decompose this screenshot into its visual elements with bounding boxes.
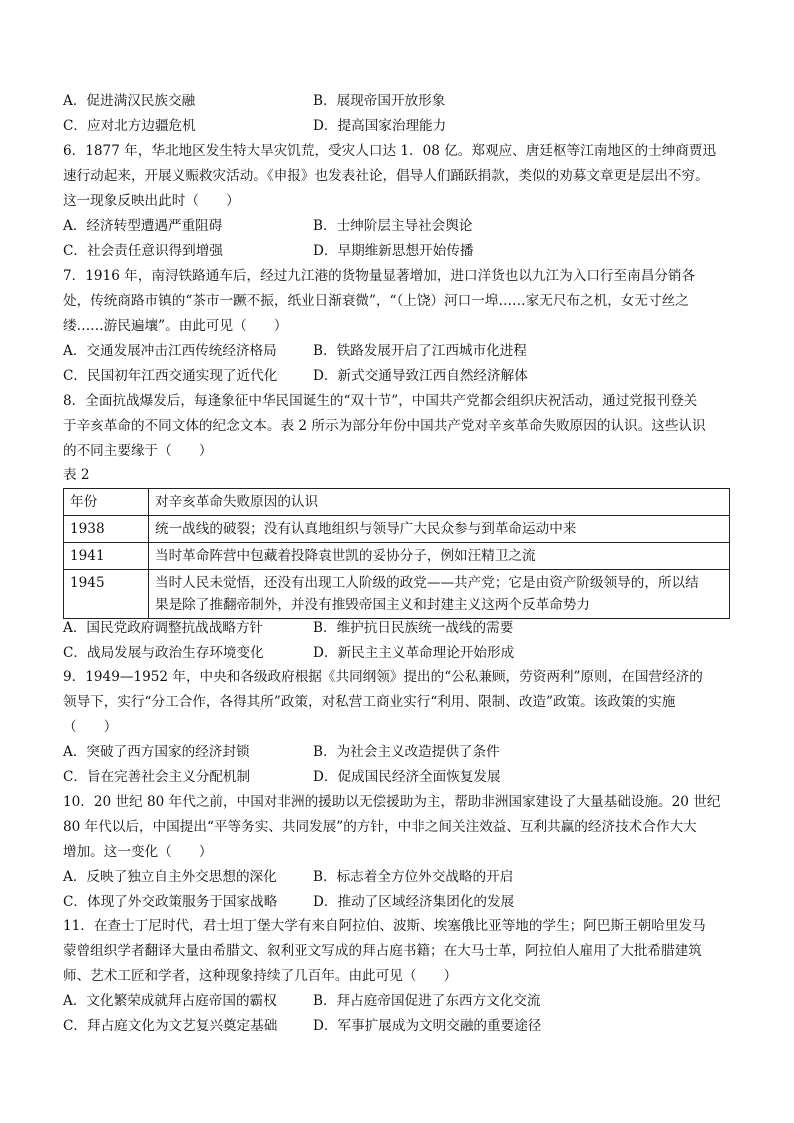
q6-option-a[interactable]: A．经济转型遭遇严重阻碍 <box>63 218 223 234</box>
q11-stem-line-3: 师、艺术工匠和学者，这种现象持续了几百年。由此可见（ ） <box>63 968 458 984</box>
q6-option-d[interactable]: D．早期维新思想开始传播 <box>313 243 474 259</box>
q6-option-c[interactable]: C．社会责任意识得到增强 <box>63 243 223 259</box>
q6-stem-line-3: 这一现象反映出此时（ ） <box>63 193 240 209</box>
q7-option-d[interactable]: D．新式交通导致江西自然经济解体 <box>313 368 528 384</box>
q9-option-a[interactable]: A．突破了西方国家的经济封锁 <box>63 744 250 760</box>
q9-stem-line-3: （ ） <box>63 719 118 735</box>
table-cell-year: 1945 <box>64 570 149 619</box>
q8-option-b[interactable]: B．维护抗日民族统一战线的需要 <box>313 620 514 636</box>
q7-option-b[interactable]: B．铁路发展开启了江西城市化进程 <box>313 343 527 359</box>
q7-stem-line-1: 7．1916 年，南浔铁路通车后，经过九江港的货物量显著增加，进口洋货也以九江为入口行至南昌分销各 <box>63 268 696 284</box>
q11-stem-line-2: 蒙曾组织学者翻译大量由希腊文、叙利亚文写成的拜占庭书籍；在大马士革，阿拉伯人雇用了大批希腊建筑 <box>63 943 702 959</box>
table-cell-reason: 当时革命阵营中包藏着投降袁世凯的妥协分子，例如汪精卫之流 <box>149 543 730 570</box>
q10-stem-line-1: 10．20 世纪 80 年代之前，中国对非洲的援助以无偿援助为主，帮助非洲国家建设了大量基础设施。20 世纪 <box>63 794 721 810</box>
q10-option-b[interactable]: B．标志着全方位外交战略的开启 <box>313 869 514 885</box>
q10-stem-line-2: 80 年代以后，中国提出“平等务实、共同发展”的方针，中非之间关注效益、互利共赢的经济技术合作大大 <box>63 819 697 835</box>
q8-stem-line-2: 于辛亥革命的不同文体的纪念文本。表 2 所示为部分年份中国共产党对辛亥革命失败原因的认识。这些认识 <box>63 418 706 434</box>
q7-stem-line-3: 缕……游民遍壤”。由此可见（ ） <box>63 318 288 334</box>
q11-option-d[interactable]: D．军事扩展成为文明交融的重要途径 <box>313 1018 542 1034</box>
table-header-row <box>64 489 730 516</box>
table-row <box>64 543 730 570</box>
table-row <box>64 570 730 619</box>
table-cell-year: 1941 <box>64 543 149 570</box>
q6-option-b[interactable]: B．士绅阶层主导社会舆论 <box>313 218 473 234</box>
table-cell-reason: 统一战线的破裂；没有认真地组织与领导广大民众参与到革命运动中来 <box>149 516 730 543</box>
table-cell-reason-line-1: 当时人民未觉悟，还没有出现工人阶级的政党——共产党；它是由资产阶级领导的，所以结 <box>155 575 699 591</box>
q10-option-a[interactable]: A．反映了独立自主外交思想的深化 <box>63 869 277 885</box>
table-cell-year: 1938 <box>64 516 149 543</box>
table-cell-reason-line-2: 果是除了推翻帝制外，并没有推毁帝国主义和封建主义这两个反革命势力 <box>155 597 590 613</box>
q9-option-b[interactable]: B．为社会主义改造提供了条件 <box>313 744 500 760</box>
q8-table-caption: 表 2 <box>63 467 90 483</box>
q11-stem-line-1: 11．在查士丁尼时代，君士坦丁堡大学有来自阿拉伯、波斯、埃塞俄比亚等地的学生；阿巴斯王朝哈里发马 <box>63 918 706 934</box>
q9-option-d[interactable]: D．促成国民经济全面恢复发展 <box>313 769 501 785</box>
q11-option-b[interactable]: B．拜占庭帝国促进了东西方文化交流 <box>313 993 541 1009</box>
q9-stem-line-2: 领导下，实行“分工合作，各得其所”政策，对私营工商业实行“利用、限制、改造”政策。该政策的实施 <box>63 694 676 710</box>
q8-stem-line-3: 的不同主要缘于（ ） <box>63 443 213 459</box>
table-header-year: 年份 <box>64 489 149 516</box>
table-cell-reason <box>149 570 730 619</box>
q8-table <box>63 488 730 619</box>
q10-stem-line-3: 增加。这一变化（ ） <box>63 844 213 860</box>
q8-option-a[interactable]: A．国民党政府调整抗战战略方针 <box>63 620 264 636</box>
q7-option-c[interactable]: C．民国初年江西交通实现了近代化 <box>63 368 278 384</box>
q9-stem-line-1: 9．1949—1952 年，中央和各级政府根据《共同纲领》提出的“公私兼顾，劳资两利”原则，在国营经济的 <box>63 669 703 685</box>
q6-stem-line-1: 6．1877 年，华北地区发生特大旱灾饥荒，受灾人口达 1．08 亿。郑观应、唐廷枢等江南地区的士绅商贾迅 <box>63 143 717 159</box>
q5-option-a[interactable]: A．促进满汉民族交融 <box>63 93 196 109</box>
q11-option-c[interactable]: C．拜占庭文化为文艺复兴奠定基础 <box>63 1018 278 1034</box>
q7-option-a[interactable]: A．交通发展冲击江西传统经济格局 <box>63 343 277 359</box>
q8-stem-line-1: 8．全面抗战爆发后，每逢象征中华民国诞生的“双十节”，中国共产党都会组织庆祝活动，通过党报刊登关 <box>63 393 698 409</box>
q5-option-c[interactable]: C．应对北方边疆危机 <box>63 118 196 134</box>
q9-option-c[interactable]: C．旨在完善社会主义分配机制 <box>63 769 251 785</box>
q6-stem-line-2: 速行动起来，开展义赈救灾活动。《申报》也发表社论，倡导人们踊跃捐款，类似的劝募文章更是层出不穷。 <box>63 168 709 184</box>
q8-option-c[interactable]: C．战局发展与政治生存环境变化 <box>63 645 264 661</box>
q5-option-b[interactable]: B．展现帝国开放形象 <box>313 93 446 109</box>
q11-option-a[interactable]: A．文化繁荣成就拜占庭帝国的霸权 <box>63 993 277 1009</box>
q8-option-d[interactable]: D．新民主主义革命理论开始形成 <box>313 645 515 661</box>
q7-stem-line-2: 处，传统商路市镇的“茶市一蹶不振，纸业日渐衰微”，“（上饶）河口一埠……家无尺布之机，女无寸丝之 <box>63 293 689 309</box>
table-row <box>64 516 730 543</box>
q5-option-d[interactable]: D．提高国家治理能力 <box>313 118 447 134</box>
q10-option-c[interactable]: C．体现了外交政策服务于国家战略 <box>63 894 278 910</box>
q10-option-d[interactable]: D．推动了区域经济集团化的发展 <box>313 894 515 910</box>
table-header-reason: 对辛亥革命失败原因的认识 <box>149 489 730 516</box>
